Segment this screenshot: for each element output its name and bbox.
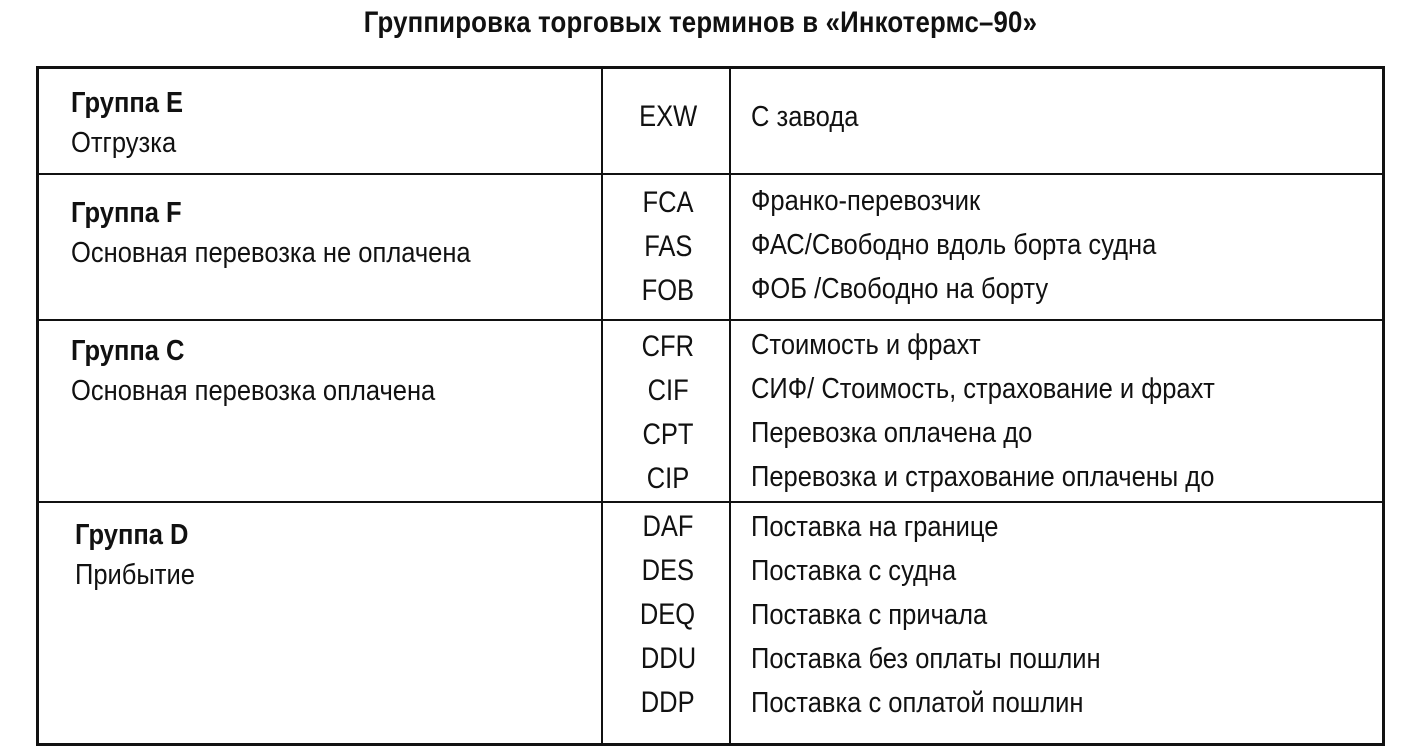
- group-c-codes: [605, 325, 731, 501]
- term-meaning: Франко-перевозчик: [751, 185, 981, 217]
- term-code: CFR: [641, 330, 695, 363]
- term-code: CPT: [642, 418, 694, 451]
- term-meaning: Поставка с причала: [751, 599, 988, 631]
- group-f-meanings: [751, 179, 1371, 311]
- term-meaning: ФАС/Свободно вдоль борта судна: [751, 229, 1157, 261]
- group-e-row: [39, 69, 1382, 175]
- term-meaning: Перевозка оплачена до: [751, 417, 1033, 449]
- group-e-name: Группа E: [71, 87, 184, 119]
- group-d-codes: [605, 505, 731, 725]
- term-meaning: Стоимость и фрахт: [751, 329, 981, 361]
- column-divider-right: [729, 69, 731, 743]
- group-e-info: [71, 83, 591, 163]
- group-e-description: Отгрузка: [71, 127, 177, 159]
- term-meaning: СИФ/ Стоимость, страхование и фрахт: [751, 373, 1215, 405]
- term-meaning: Поставка с судна: [751, 555, 957, 587]
- group-f-description: Основная перевозка не оплачена: [71, 237, 471, 269]
- term-code: CIF: [647, 374, 689, 407]
- group-d-meanings: [751, 505, 1371, 725]
- group-d-info: [75, 515, 595, 595]
- term-meaning: С завода: [751, 101, 859, 133]
- group-f-info: [71, 193, 591, 273]
- term-code: FOB: [641, 274, 695, 307]
- term-code: DDU: [640, 642, 696, 675]
- group-d-row: [39, 503, 1382, 743]
- group-c-description: Основная перевозка оплачена: [71, 375, 436, 407]
- term-code: DES: [641, 554, 695, 587]
- term-code: FCA: [642, 186, 694, 219]
- group-f-row: [39, 175, 1382, 321]
- term-meaning: Поставка без оплаты пошлин: [751, 643, 1101, 675]
- group-d-name: Группа D: [75, 519, 189, 551]
- term-code: DDP: [641, 686, 695, 719]
- term-code: DAF: [642, 510, 694, 543]
- incoterms-table: [36, 66, 1385, 746]
- page-title: Группировка торговых терминов в «Инкотермс–90»: [363, 6, 1038, 39]
- group-e-meanings: [751, 95, 1371, 139]
- group-c-row: [39, 321, 1382, 503]
- term-code: EXW: [638, 100, 698, 133]
- term-code: CIP: [646, 462, 690, 495]
- group-f-codes: [605, 181, 731, 313]
- group-c-meanings: [751, 323, 1371, 499]
- group-d-description: Прибытие: [75, 559, 195, 591]
- column-divider-left: [601, 69, 603, 743]
- group-c-name: Группа C: [71, 335, 185, 367]
- term-meaning: Поставка с оплатой пошлин: [751, 687, 1084, 719]
- term-meaning: Перевозка и страхование оплачены до: [751, 461, 1215, 493]
- group-c-info: [71, 331, 591, 411]
- term-meaning: ФОБ /Свободно на борту: [751, 273, 1049, 305]
- group-e-codes: [605, 95, 731, 139]
- term-code: DEQ: [640, 598, 696, 631]
- group-f-name: Группа F: [71, 197, 182, 229]
- term-meaning: Поставка на границе: [751, 511, 999, 543]
- term-code: FAS: [643, 230, 693, 263]
